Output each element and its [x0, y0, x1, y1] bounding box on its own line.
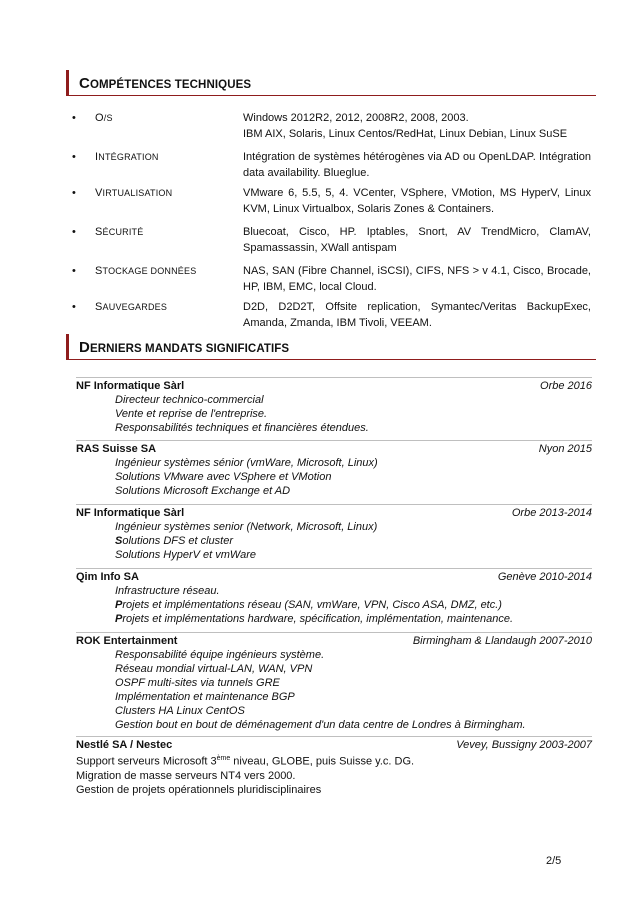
- competence-label: SAUVEGARDES: [95, 301, 168, 313]
- mandate-entry: [76, 504, 592, 562]
- competence-value: Intégration de systèmes hétérogènes via AD ou OpenLDAP. Intégration data availability. Blueglue.: [243, 151, 591, 179]
- mandate-location-date: Orbe 2013-2014: [511, 507, 592, 519]
- mandate-line: Ingénieur systèmes sénior (vmWare, Microsoft, Linux): [115, 457, 378, 469]
- competence-value: D2D, D2D2T, Offsite replication, Symantec/Veritas BackupExec, Amanda, Zmanda, IBM Tivoli, VEEAM.: [243, 301, 591, 329]
- mandate-line: Migration de masse serveurs NT4 vers 2000.: [76, 769, 296, 782]
- company-name: RAS Suisse SA: [76, 443, 157, 455]
- mandate-line: Gestion bout en bout de déménagement d'un data centre de Londres à Birmingham.: [115, 719, 526, 731]
- competence-label: STOCKAGE DONNÉES: [95, 265, 197, 277]
- mandate-line: Solutions HyperV et vmWare: [115, 549, 257, 561]
- mandate-entry: [76, 377, 592, 435]
- mandate-location-date: Genève 2010-2014: [497, 571, 592, 583]
- competence-value: Windows 2012R2, 2012, 2008R2, 2008, 2003. IBM AIX, Solaris, Linux Centos/RedHat, Linux Debian, Linux SuSE: [243, 112, 568, 140]
- competence-value: Bluecoat, Cisco, HP. Iptables, Snort, AV TrendMicro, ClamAV, Spamassassin, XWall antispam: [243, 226, 591, 254]
- competence-value: NAS, SAN (Fibre Channel, iSCSI), CIFS, NFS > v 4.1, Cisco, Brocade, HP, IBM, EMC, local Cloud.: [243, 265, 591, 293]
- mandate-line: Réseau mondial virtual-LAN, WAN, VPN: [115, 663, 313, 675]
- page-number: 2/5: [546, 855, 562, 867]
- section-title-mandats: DERNIERS MANDATS SIGNIFICATIFS: [79, 339, 290, 356]
- mandate-line: Clusters HA Linux CentOS: [115, 705, 245, 717]
- mandate-entry: [76, 736, 592, 797]
- section-header-competences: [66, 70, 596, 96]
- mandate-entry: [76, 568, 592, 626]
- company-name: Qim Info SA: [76, 571, 139, 583]
- bullet-icon: •: [72, 301, 76, 313]
- company-name: NF Informatique Sàrl: [76, 507, 185, 519]
- mandate-line: Responsabilité équipe ingénieurs système.: [115, 649, 325, 661]
- mandate-line: Solutions Microsoft Exchange et AD: [115, 485, 291, 497]
- company-name: ROK Entertainment: [76, 635, 178, 647]
- mandate-line: Solutions VMware avec VSphere et VMotion: [115, 471, 332, 483]
- mandate-line: Ingénieur systèmes senior (Network, Microsoft, Linux): [115, 521, 378, 533]
- mandate-line: Implémentation et maintenance BGP: [115, 691, 295, 703]
- mandate-location-date: Vevey, Bussigny 2003-2007: [456, 739, 592, 751]
- competence-label: SÉCURITÉ: [95, 226, 144, 238]
- competence-label: VIRTUALISATION: [95, 187, 173, 199]
- mandate-entry: [76, 440, 592, 498]
- mandate-line: Infrastructure réseau.: [115, 585, 220, 597]
- competence-label: O/S: [95, 112, 113, 124]
- bullet-icon: •: [72, 226, 76, 238]
- mandate-location-date: Nyon 2015: [538, 443, 592, 455]
- company-name: NF Informatique Sàrl: [76, 380, 185, 392]
- bullet-icon: •: [72, 151, 76, 163]
- competence-value: VMware 6, 5.5, 5, 4. VCenter, VSphere, VMotion, MS HyperV, Linux KVM, Linux Virtualbox, Solaris Zones & Containers.: [243, 187, 591, 215]
- section-header-mandats: [66, 334, 596, 360]
- mandate-line: OSPF multi-sites via tunnels GRE: [115, 677, 280, 689]
- mandate-line: Vente et reprise de l'entreprise.: [115, 408, 268, 420]
- mandate-line: Projets et implémentations réseau (SAN, vmWare, VPN, Cisco ASA, DMZ, etc.): [115, 599, 502, 611]
- mandate-line: Gestion de projets opérationnels pluridisciplinaires: [76, 783, 322, 796]
- bullet-icon: •: [72, 112, 76, 124]
- mandate-entry: [76, 632, 592, 732]
- company-name: Nestlé SA / Nestec: [76, 739, 173, 751]
- bullet-icon: •: [72, 187, 76, 199]
- bullet-icon: •: [72, 265, 76, 277]
- section-title-competences: COMPÉTENCES TECHNIQUES: [79, 75, 252, 92]
- mandate-line: Support serveurs Microsoft 3ème niveau, GLOBE, puis Suisse y.c. DG.: [76, 755, 415, 768]
- mandate-location-date: Birmingham & Llandaugh 2007-2010: [412, 635, 592, 647]
- competence-label: INTÉGRATION: [95, 151, 159, 163]
- mandate-line: Solutions DFS et cluster: [115, 535, 233, 547]
- mandate-line: Projets et implémentations hardware, spécification, implémentation, maintenance.: [115, 613, 514, 625]
- mandate-location-date: Orbe 2016: [540, 380, 592, 392]
- mandate-line: Directeur technico-commercial: [115, 394, 264, 406]
- mandate-line: Responsabilités techniques et financières étendues.: [115, 422, 369, 434]
